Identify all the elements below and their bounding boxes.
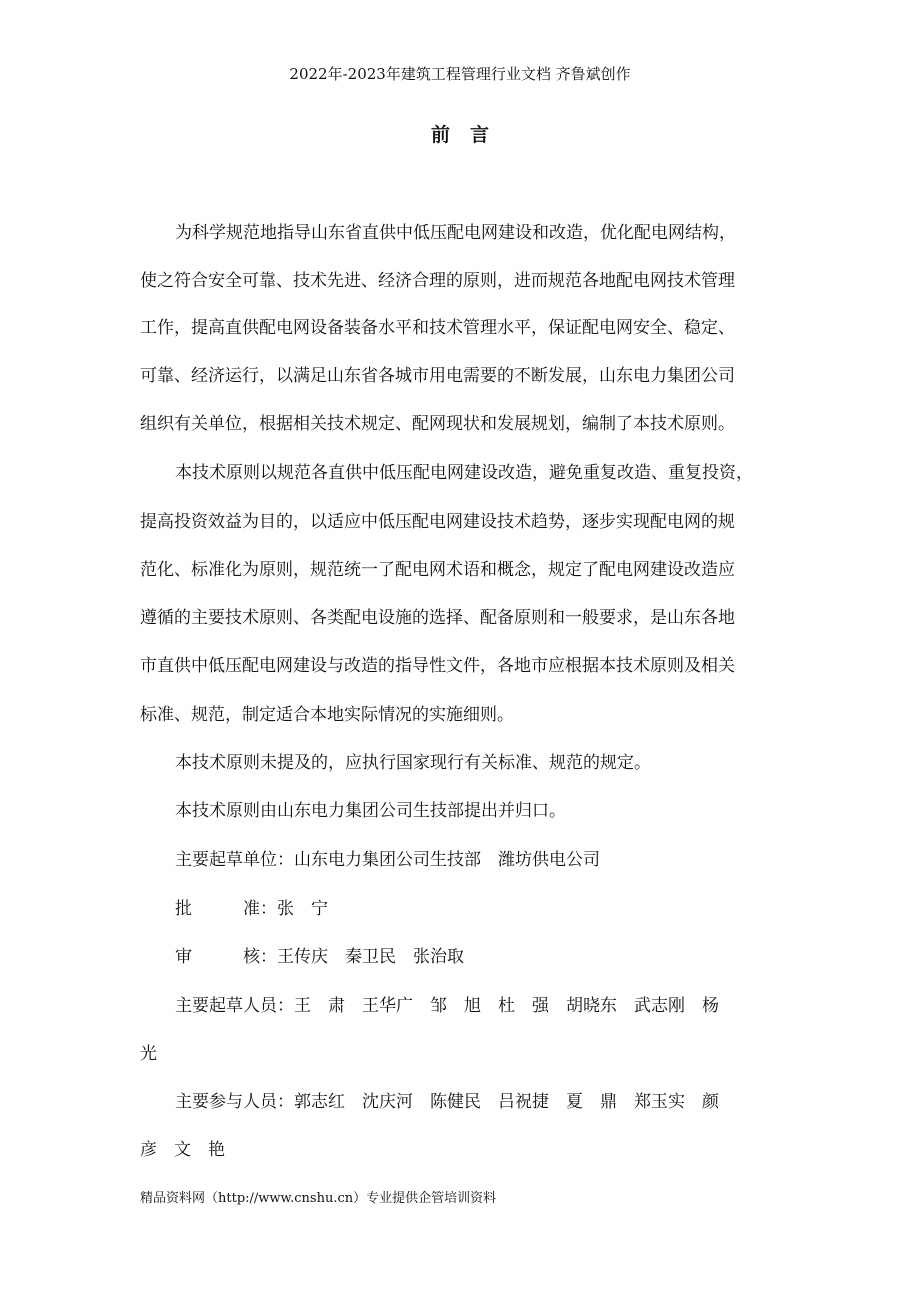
paragraph-1-line-5: 组织有关单位，根据相关技术规定、配网现状和发展规划，编制了本技术原则。 [140,414,735,434]
paragraph-2-line-4: 遵循的主要技术原则、各类配电设施的选择、配备原则和一般要求，是山东各地 [140,608,735,628]
paragraph-2-line-5: 市直供中低压配电网建设与改造的指导性文件，各地市应根据本技术原则及相关 [140,656,735,676]
paragraph-1-line-2: 使之符合安全可靠、技术先进、经济合理的原则，进而规范各地配电网技术管理 [140,271,735,291]
paragraph-1-line-3: 工作，提高直供配电网设备装备水平和技术管理水平，保证配电网安全、稳定、 [140,318,735,338]
drafters-line-2: 光 [140,1044,157,1064]
paragraph-2-line-1: 本技术原则以规范各直供中低压配电网建设改造，避免重复改造、重复投资， [175,463,753,483]
paragraph-1-line-1: 为科学规范地指导山东省直供中低压配电网建设和改造，优化配电网结构， [175,223,736,243]
page-title: 前言 [430,124,509,146]
approver: 批 准：张 宁 [175,899,328,919]
paragraph-2-line-3: 范化、标准化为原则，规范统一了配电网术语和概念，规定了配电网建设改造应 [140,560,735,580]
paragraph-2-line-2: 提高投资效益为目的，以适应中低压配电网建设技术趋势，逐步实现配电网的规 [140,512,735,532]
drafting-units: 主要起草单位：山东电力集团公司生技部 潍坊供电公司 [175,850,600,870]
participants-line-2: 彦 文 艳 [140,1140,225,1160]
paragraph-2-line-6: 标准、规范，制定适合本地实际情况的实施细则。 [140,705,514,725]
drafters-line-1: 主要起草人员：王 肃 王华广 邹 旭 杜 强 胡晓东 武志刚 杨 [175,996,719,1016]
reviewers: 审 核：王传庆 秦卫民 张治取 [175,947,464,967]
paragraph-3-line-1: 本技术原则未提及的，应执行国家现行有关标准、规范的规定。 [175,753,651,773]
paragraph-4-line-1: 本技术原则由山东电力集团公司生技部提出并归口。 [175,801,566,821]
page-footer: 精品资料网（http://www.cnshu.cn）专业提供企管培训资料 [140,1191,497,1206]
page-header: 2022年-2023年建筑工程管理行业文档 齐鲁斌创作 [289,65,631,83]
participants-line-1: 主要参与人员：郭志红 沈庆河 陈健民 吕祝捷 夏 鼎 郑玉实 颜 [175,1092,719,1112]
paragraph-1-line-4: 可靠、经济运行，以满足山东省各城市用电需要的不断发展，山东电力集团公司 [140,366,735,386]
